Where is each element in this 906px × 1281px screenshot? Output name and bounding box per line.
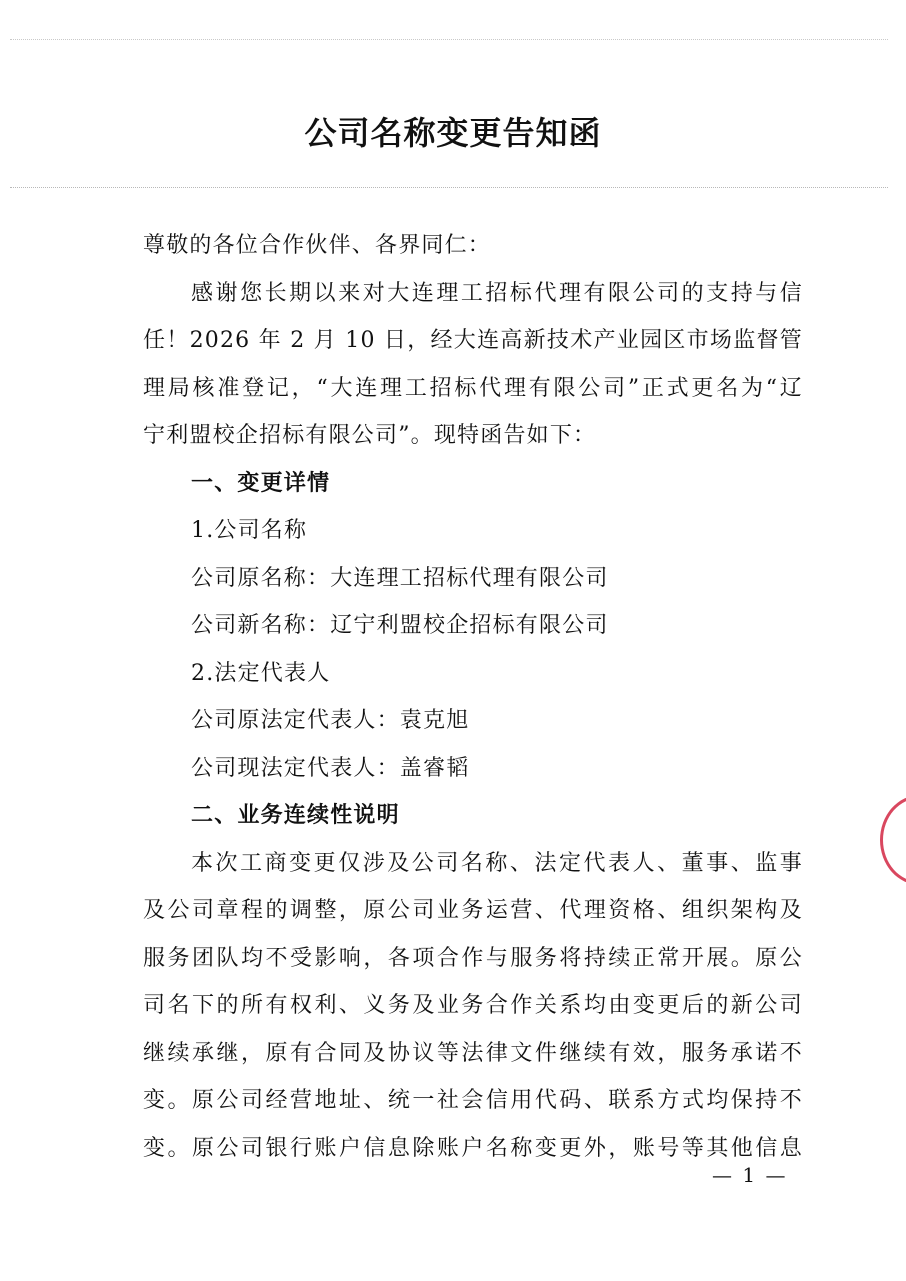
intro-line: 感谢您长期以来对大连理工招标代理有限公司的支持与信 bbox=[191, 280, 803, 306]
top-rule bbox=[10, 39, 888, 40]
item-label-company-name: 1.公司名称 bbox=[191, 518, 308, 543]
continuity-line: 及公司章程的调整，原公司业务运营、代理资格、组织架构及 bbox=[143, 898, 803, 923]
intro-line: 理局核准登记，“大连理工招标代理有限公司”正式更名为“辽 bbox=[143, 375, 803, 401]
continuity-line: 本次工商变更仅涉及公司名称、法定代表人、董事、监事 bbox=[191, 850, 803, 876]
continuity-line: 服务团队均不受影响，各项合作与服务将持续正常开展。原公 bbox=[143, 945, 803, 971]
section-heading-changes: 一、变更详情 bbox=[191, 470, 331, 496]
intro-line: 宁利盟校企招标有限公司”。现特函告如下： bbox=[143, 423, 597, 448]
continuity-line: 变。原公司银行账户信息除账户名称变更外，账号等其他信息 bbox=[143, 1135, 803, 1161]
section-heading-continuity: 二、业务连续性说明 bbox=[191, 803, 400, 828]
old-company-name: 公司原名称：大连理工招标代理有限公司 bbox=[191, 565, 609, 591]
continuity-line: 变。原公司经营地址、统一社会信用代码、联系方式均保持不 bbox=[143, 1088, 803, 1113]
new-legal-rep: 公司现法定代表人：盖睿韬 bbox=[191, 755, 470, 781]
salutation: 尊敬的各位合作伙伴、各界同仁： bbox=[143, 233, 492, 258]
continuity-line: 继续承继，原有合同及协议等法律文件继续有效，服务承诺不 bbox=[143, 1040, 803, 1066]
title-rule bbox=[10, 187, 888, 188]
old-legal-rep: 公司原法定代表人：袁克旭 bbox=[191, 708, 470, 733]
item-label-legal-rep: 2.法定代表人 bbox=[191, 660, 331, 686]
seal-stamp-edge bbox=[880, 795, 906, 885]
seal-ring bbox=[880, 795, 906, 885]
continuity-line: 司名下的所有权利、义务及业务合作关系均由变更后的新公司 bbox=[143, 993, 803, 1018]
document-title: 公司名称变更告知函 bbox=[304, 114, 602, 152]
document-body bbox=[143, 222, 803, 1172]
new-company-name: 公司新名称：辽宁利盟校企招标有限公司 bbox=[191, 613, 609, 638]
intro-line: 任！2026 年 2 月 10 日，经大连高新技术产业园区市场监督管 bbox=[143, 328, 803, 353]
page-number: — 1 — bbox=[712, 1163, 788, 1187]
